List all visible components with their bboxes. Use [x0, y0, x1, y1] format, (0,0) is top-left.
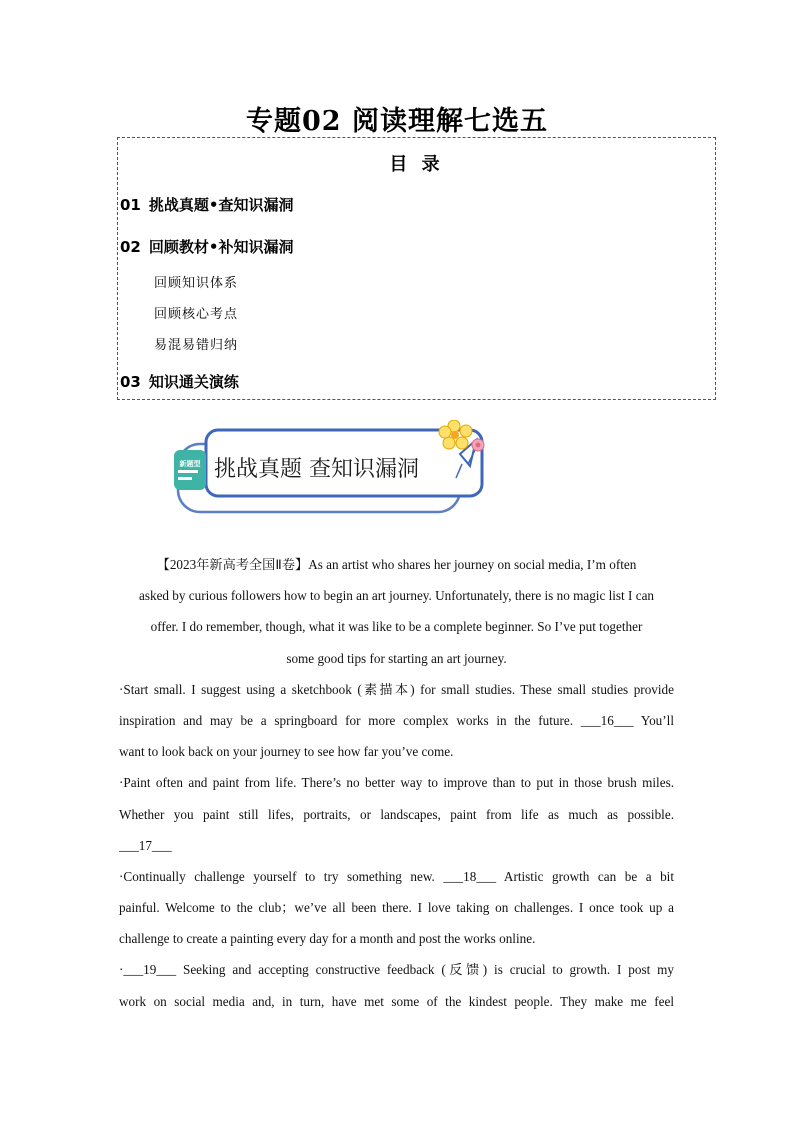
passage-line: some good tips for starting an art journey. [286, 650, 507, 666]
banner-title: 挑战真题 查知识漏洞 [214, 457, 419, 482]
passage-line: challenge to create a painting every day for a month and post the works online. [119, 931, 536, 947]
toc-subitem[interactable]: 易混易错归纳 [154, 338, 239, 353]
banner-graphic [174, 420, 494, 515]
passage-line: inspiration and may be a springboard for more complex works in the future. ___16___ You’ll [119, 712, 674, 728]
passage-line: work on social media and, in turn, have met some of the kindest people. They make me feel [119, 993, 674, 1009]
passage-line: want to look back on your journey to see how far you’ve come. [119, 744, 454, 760]
toc-section-label: 回顾教材•补知识漏洞 [148, 238, 294, 256]
banner-tag: 新题型 [179, 460, 201, 468]
page-title: 专题02 阅读理解七选五 [246, 106, 548, 137]
passage-line: ·___19___ Seeking and accepting constructive feedback (反馈) is crucial to growth. I post my [119, 962, 674, 978]
toc-section-label: 挑战真题•查知识漏洞 [148, 196, 294, 214]
toc-heading: 目 录 [389, 154, 444, 175]
toc-subitem[interactable]: 回顾知识体系 [154, 276, 239, 291]
toc-section-02[interactable] [120, 236, 293, 257]
passage-line: painful. Welcome to the club；we’ve all been there. I love taking on challenges. I once took up a [119, 900, 674, 916]
passage-blank: ___17___ [119, 837, 172, 853]
section-banner [174, 420, 494, 515]
reading-passage [119, 549, 674, 1017]
toc-section-label: 知识通关演练 [148, 373, 239, 391]
table-of-contents [117, 137, 716, 400]
toc-section-number: 01 [120, 196, 141, 214]
passage-line: offer. I do remember, though, what it was like to be a complete beginner. So I’ve put together [150, 619, 643, 635]
passage-line: Whether you paint still lifes, portraits, or landscapes, paint from life as much as possible. [119, 806, 674, 822]
passage-line: asked by curious followers how to begin an art journey. Unfortunately, there is no magic list I can [138, 588, 655, 604]
toc-section-number: 02 [120, 238, 141, 256]
toc-section-03[interactable] [120, 371, 239, 392]
passage-line: ·Start small. I suggest using a sketchbook (素描本) for small studies. These small studies provide [119, 681, 674, 697]
passage-line: ·Continually challenge yourself to try something new. ___18___ Artistic growth can be a bit [119, 868, 674, 884]
toc-section-number: 03 [120, 373, 141, 391]
toc-subitem[interactable]: 回顾核心考点 [154, 307, 239, 322]
tag-icon [174, 450, 206, 490]
passage-line: 【2023年新高考全国Ⅱ卷】As an artist who shares her journey on social media, I’m often [156, 557, 637, 572]
toc-section-01[interactable] [120, 194, 293, 215]
passage-line: ·Paint often and paint from life. There’s no better way to improve than to put in those brush miles. [119, 775, 674, 791]
